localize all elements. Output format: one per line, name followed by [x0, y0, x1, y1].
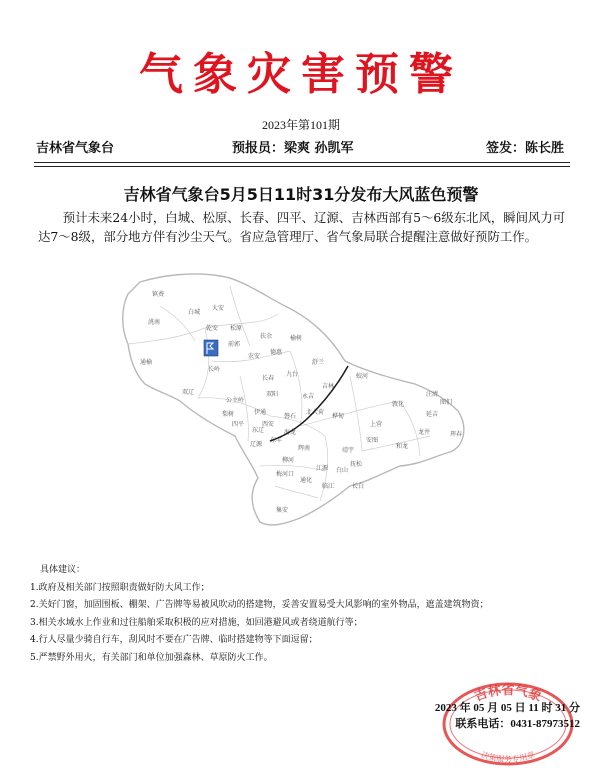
map-label: 靖宇: [342, 447, 355, 454]
map-label: 龙井: [418, 429, 431, 436]
map-label: 吉林: [322, 383, 335, 390]
contact-phone: 联系电话：0431-87973512: [455, 718, 580, 730]
map-label: 北大荷: [306, 409, 325, 416]
map-label: 通榆: [140, 359, 153, 366]
map-label: 洮南: [148, 319, 161, 326]
seal-bottom-text: 决策服务专用章: [479, 750, 537, 764]
map-label: 敦化: [392, 401, 405, 408]
advice-item: 1.政府及相关部门按照职责做好防大风工作；: [30, 582, 210, 593]
map-label: 公主岭: [226, 397, 245, 404]
map-label: 辉南: [298, 445, 311, 452]
blue-warning-icon: [204, 340, 218, 356]
map-label: 抚松: [350, 461, 363, 468]
map-label: 汪清: [426, 391, 439, 398]
map-label: 扶余: [260, 333, 273, 340]
issuing-org: 吉林省气象台: [36, 141, 115, 156]
map-label: 图们: [440, 399, 453, 406]
map-label: 四平: [232, 421, 245, 428]
advice-title: 具体建议：: [40, 565, 86, 575]
map-label: 桦甸: [332, 413, 345, 420]
map-label: 通化: [300, 477, 313, 484]
footer: [400, 700, 580, 732]
map-label: 海龙: [284, 429, 297, 436]
map-label: 大安: [212, 305, 225, 312]
map-label: 德惠: [270, 349, 283, 356]
map-label: 农安: [248, 353, 261, 360]
map-label: 上营: [370, 421, 383, 428]
advice-item: 3.相关水域水上作业和过往船舶采取积极的应对措施，如回港避风或者绕道航行等；: [30, 617, 363, 628]
header-divider: [34, 162, 570, 163]
map-label: 梅河口: [276, 471, 295, 478]
issue-datetime: 2023 年 05 月 05 日 11 时 31 分: [434, 702, 580, 714]
map-label: 延吉: [426, 411, 439, 418]
map-label: 双辽: [182, 389, 195, 396]
map-label: 长白: [352, 483, 365, 490]
map-label: 长春: [262, 375, 275, 382]
forecasters: 预报员：梁爽 孙凯军: [232, 141, 354, 156]
map-label: 辽源: [250, 441, 263, 448]
map-label: 珲春: [450, 431, 463, 438]
map-label: 磐石: [284, 413, 297, 420]
map-label: 长岭: [208, 366, 221, 373]
warning-title: 气象灾害预警: [139, 49, 463, 100]
map-label: 松原: [230, 325, 243, 332]
map-label: 临江: [322, 483, 335, 490]
map-label: 舒兰: [312, 359, 325, 366]
jilin-warning-map: [100, 266, 500, 536]
map-label: 伊通: [254, 409, 267, 416]
meta-row: [0, 137, 602, 157]
advice-item: 4.行人尽量少骑自行车，刮风时不要在广告牌、临时搭建物等下面逗留；: [30, 635, 318, 646]
signer: 签发：陈长胜: [486, 141, 565, 156]
map-label: 白山: [336, 467, 349, 474]
advice-item: 2.关好门窗，加固围板、棚架、广告牌等易被风吹动的搭建物，妥善安置易受大风影响的室外物品，遮盖建筑物资；: [30, 600, 489, 611]
advice-item: 5.严禁野外用火，有关部门和单位加强森林、草原防火工作。: [30, 652, 273, 663]
map-label: 江源: [316, 465, 329, 472]
map-label: 梨树: [222, 411, 235, 418]
map-label: 蛟河: [356, 373, 369, 380]
issue-number: 2023年第101期: [261, 118, 340, 132]
map-label: 九台: [286, 371, 299, 378]
seal-top-text: 吉林省气象: [472, 683, 544, 705]
bulletin-body: 预计未来24小时，白城、松原、长春、四平、辽源、吉林西部有5～6级东北风，瞬间风力可达7～8级，部分地方伴有沙尘天气。省应急管理厅、省气象局联合提醒注意做好预防工作。: [38, 210, 566, 244]
map-label: 榆树: [290, 335, 303, 342]
map-label: 东丰: [270, 437, 283, 444]
header-divider-thin: [34, 166, 570, 167]
map-label: 柳河: [282, 457, 295, 464]
map-label: 东辽: [252, 427, 265, 434]
map-label: 白城: [188, 309, 201, 316]
map-label: 和龙: [396, 443, 409, 450]
map-label: 集安: [276, 507, 289, 514]
map-label: 双阳: [266, 391, 279, 398]
advice-section: [30, 562, 590, 668]
map-label: 镇赉: [152, 291, 165, 298]
map-label: 西安: [262, 421, 275, 428]
map-label: 永吉: [302, 393, 315, 400]
map-label: 安图: [366, 437, 379, 444]
map-outline: [123, 274, 464, 525]
map-label: 前郭: [228, 341, 241, 348]
map-label: 乾安: [206, 325, 219, 332]
bulletin-headline: 吉林省气象台5月5日11时31分发布大风蓝色预警: [123, 185, 479, 204]
